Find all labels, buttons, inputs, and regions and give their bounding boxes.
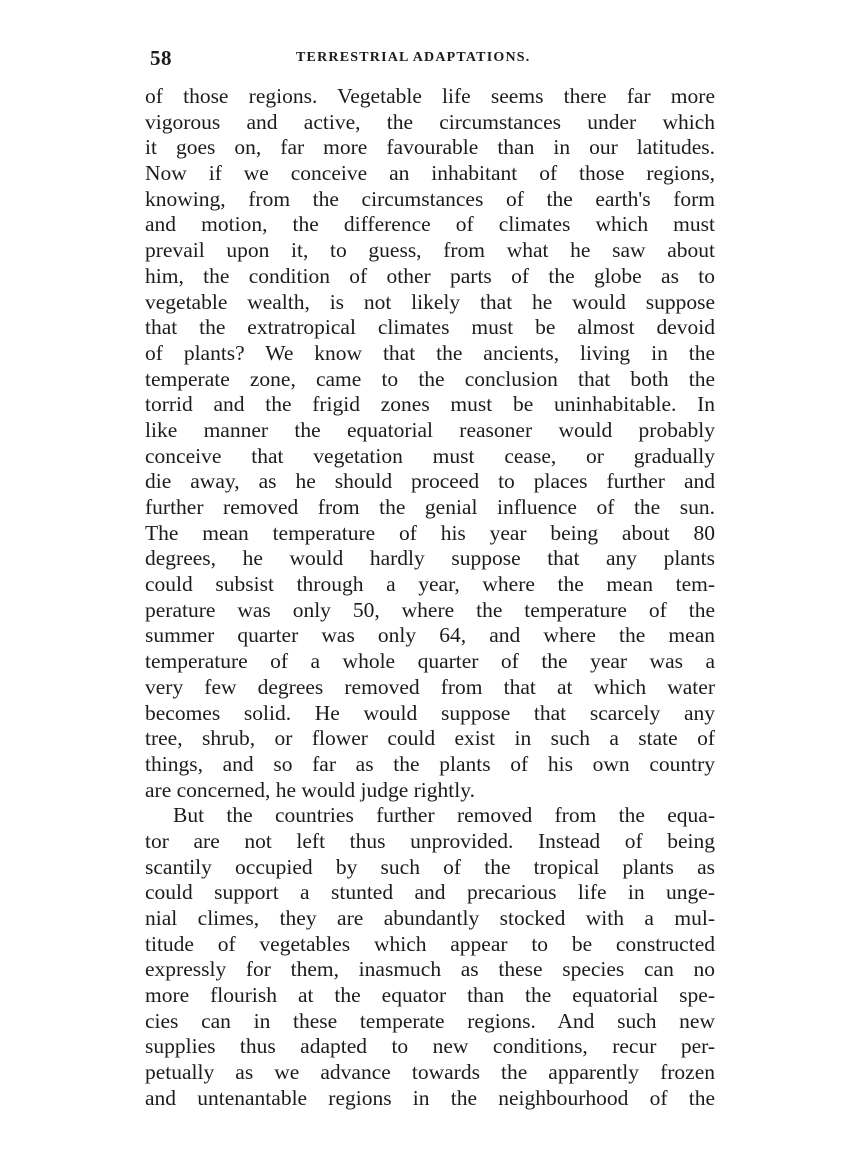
text-line: supplies thus adapted to new conditions, recur per-	[145, 1034, 715, 1059]
text-line: summer quarter was only 64, and where the mean	[145, 623, 715, 648]
running-title: TERRESTRIAL ADAPTATIONS.	[296, 50, 531, 65]
text-line: of plants? We know that the ancients, living in the	[145, 340, 715, 365]
text-line: are concerned, he would judge rightly.	[145, 777, 475, 802]
text-line: it goes on, far more favourable than in our latitudes.	[145, 135, 715, 160]
text-line: that the extratropical climates must be almost devoid	[145, 315, 715, 340]
text-line: temperature of a whole quarter of the year was a	[145, 649, 715, 674]
text-line: and untenantable regions in the neighbourhood of the	[145, 1085, 715, 1110]
text-line: vegetable wealth, is not likely that he would suppose	[145, 289, 715, 314]
text-line: But the countries further removed from the equa-	[173, 803, 715, 828]
text-line: Now if we conceive an inhabitant of those regions,	[145, 161, 715, 186]
text-line: more flourish at the equator than the equatorial spe-	[145, 983, 715, 1008]
text-line: expressly for them, inasmuch as these species can no	[145, 957, 715, 982]
text-line: vigorous and active, the circumstances under which	[145, 109, 715, 134]
text-line: nial climes, they are abundantly stocked with a mul-	[145, 906, 715, 930]
text-line: die away, as he should proceed to places further and	[145, 469, 715, 494]
text-line: could support a stunted and precarious life in unge-	[145, 880, 715, 905]
text-line: perature was only 50, where the temperature of the	[145, 597, 715, 622]
page-number: 58	[150, 46, 172, 70]
text-line: petually as we advance towards the apparently frozen	[145, 1060, 715, 1085]
text-line: like manner the equatorial reasoner would probably	[145, 417, 715, 442]
text-line: of those regions. Vegetable life seems there far more	[145, 84, 715, 108]
page-header	[150, 46, 570, 74]
text-line: The mean temperature of his year being about 80	[145, 520, 715, 545]
text-line: titude of vegetables which appear to be constructed	[145, 931, 715, 956]
text-line: prevail upon it, to guess, from what he saw about	[145, 238, 715, 263]
text-line: scantily occupied by such of the tropical plants as	[145, 854, 715, 879]
text-line: could subsist through a year, where the mean tem-	[145, 572, 715, 597]
text-line: cies can in these temperate regions. And such new	[145, 1008, 715, 1033]
text-line: temperate zone, came to the conclusion that both the	[145, 366, 715, 391]
text-line: becomes solid. He would suppose that scarcely any	[145, 700, 715, 725]
text-line: and motion, the difference of climates which must	[145, 212, 715, 237]
text-line: degrees, he would hardly suppose that any plants	[145, 546, 715, 571]
text-line: tor are not left thus unprovided. Instead of being	[145, 828, 715, 853]
text-line: further removed from the genial influence of the sun.	[145, 495, 715, 519]
text-line: tree, shrub, or flower could exist in such a state of	[145, 726, 715, 751]
text-line: conceive that vegetation must cease, or gradually	[145, 443, 715, 468]
text-line: things, and so far as the plants of his own country	[145, 751, 715, 776]
text-line: torrid and the frigid zones must be uninhabitable. In	[145, 392, 715, 417]
text-line: very few degrees removed from that at which water	[145, 674, 715, 699]
text-line: knowing, from the circumstances of the earth's form	[145, 186, 715, 211]
body-text	[145, 84, 715, 1112]
text-line: him, the condition of other parts of the globe as to	[145, 263, 715, 288]
